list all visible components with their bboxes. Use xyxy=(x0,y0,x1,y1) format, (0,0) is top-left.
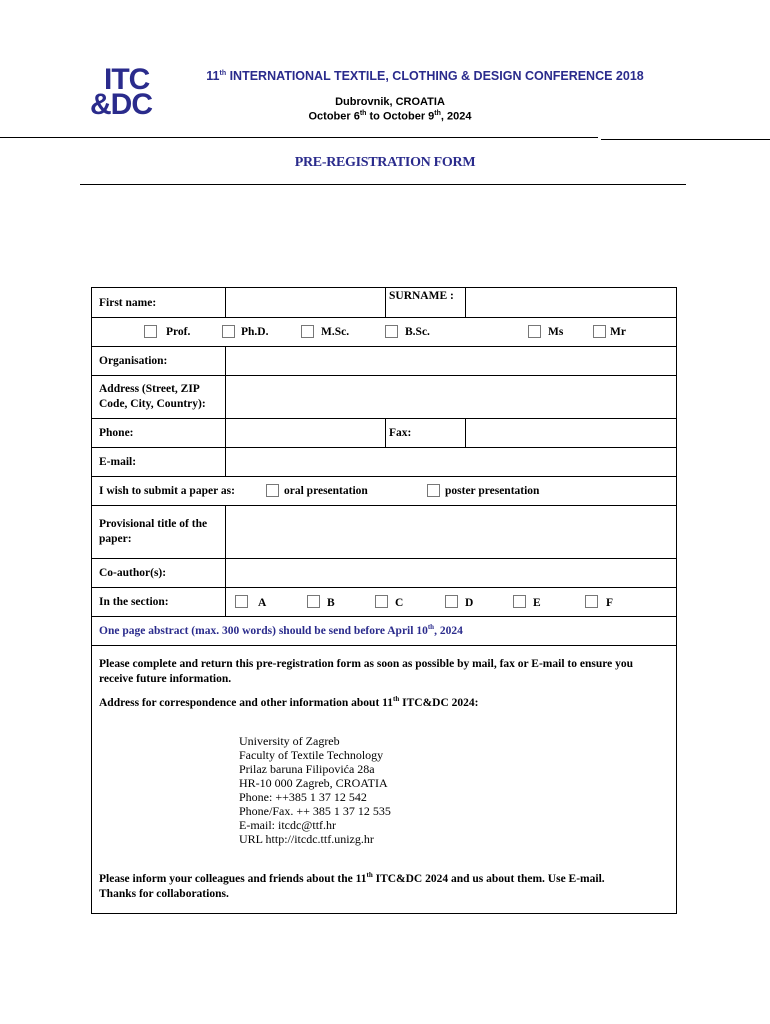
section-a-checkbox[interactable] xyxy=(235,595,248,608)
address-line: HR-10 000 Zagreb, CROATIA xyxy=(239,776,388,790)
correspondence-heading: Address for correspondence and other information about 11th ITC&DC 2024: xyxy=(99,695,479,709)
organisation-field[interactable] xyxy=(226,347,677,375)
section-f-checkbox[interactable] xyxy=(585,595,598,608)
organisation-label: Organisation: xyxy=(99,355,168,367)
section-c-label: C xyxy=(395,597,404,609)
correspondence-address xyxy=(239,734,391,846)
bsc-checkbox[interactable] xyxy=(385,325,398,338)
surname-field[interactable] xyxy=(466,288,677,317)
section-b-label: B xyxy=(327,597,335,609)
first-name-field[interactable] xyxy=(226,288,385,317)
inform-text: Please inform your colleagues and friends about the 11th ITC&DC 2024 and us about them. Use E-mail. xyxy=(99,871,605,885)
conference-city: Dubrovnik, CROATIA xyxy=(335,96,445,108)
form-title: PRE-REGISTRATION FORM xyxy=(294,155,476,170)
address-url-link[interactable]: URL http://itcdc.ttf.unizg.hr xyxy=(239,832,374,846)
surname-label: SURNAME : xyxy=(389,290,454,302)
header-divider xyxy=(0,137,598,138)
prof-checkbox[interactable] xyxy=(144,325,157,338)
paper-title-field[interactable] xyxy=(226,506,677,558)
address-line: Faculty of Textile Technology xyxy=(239,748,384,762)
registration-form xyxy=(91,287,677,914)
conference-dates: October 6th to October 9th, 2024 xyxy=(308,110,472,123)
conference-title: 11th INTERNATIONAL TEXTILE, CLOTHING & DESIGN CONFERENCE 2018 xyxy=(206,69,644,83)
section-e-label: E xyxy=(533,597,541,609)
address-line: Prilaz baruna Filipovića 28a xyxy=(239,762,375,776)
phone-field[interactable] xyxy=(226,419,385,447)
header-divider-right xyxy=(601,139,770,140)
coauthors-field[interactable] xyxy=(226,559,677,587)
section-a-label: A xyxy=(258,597,267,609)
conference-logo xyxy=(90,63,162,121)
section-f-label: F xyxy=(606,597,614,609)
poster-label: poster presentation xyxy=(445,485,540,497)
logo-line2: &DC xyxy=(90,88,152,121)
mr-checkbox[interactable] xyxy=(593,325,606,338)
paper-title-label: Provisional title of the paper: xyxy=(99,518,208,545)
msc-label: M.Sc. xyxy=(321,326,350,338)
abstract-note: One page abstract (max. 300 words) should be send before April 10th, 2024 xyxy=(99,623,463,637)
oral-label: oral presentation xyxy=(284,485,368,497)
address-fax: Phone/Fax. ++ 385 1 37 12 535 xyxy=(239,804,391,818)
phd-label: Ph.D. xyxy=(241,326,269,338)
oral-checkbox[interactable] xyxy=(266,484,279,497)
msc-checkbox[interactable] xyxy=(301,325,314,338)
section-d-label: D xyxy=(465,597,474,609)
phd-checkbox[interactable] xyxy=(222,325,235,338)
fax-label: Fax: xyxy=(389,427,412,439)
email-label: E-mail: xyxy=(99,456,137,468)
title-divider xyxy=(80,184,686,185)
bsc-label: B.Sc. xyxy=(405,326,430,338)
address-line: University of Zagreb xyxy=(239,734,340,748)
address-field[interactable] xyxy=(226,376,677,418)
first-name-label: First name: xyxy=(99,297,157,309)
phone-label: Phone: xyxy=(99,427,134,439)
section-b-checkbox[interactable] xyxy=(307,595,320,608)
coauthors-label: Co-author(s): xyxy=(99,567,167,579)
submit-label: I wish to submit a paper as: xyxy=(99,485,235,497)
mr-label: Mr xyxy=(610,326,626,338)
address-email-link[interactable]: E-mail: itcdc@ttf.hr xyxy=(239,818,337,832)
prof-label: Prof. xyxy=(166,326,191,338)
instructions-text: Please complete and return this pre-registration form as soon as possible by mail, fax or E-mail to ensure you receive future information. xyxy=(99,658,633,685)
section-d-checkbox[interactable] xyxy=(445,595,458,608)
email-field[interactable] xyxy=(226,448,677,476)
address-label: Address (Street, ZIP Code, City, Country): xyxy=(99,383,206,410)
section-e-checkbox[interactable] xyxy=(513,595,526,608)
fax-field[interactable] xyxy=(466,419,677,447)
address-phone: Phone: ++385 1 37 12 542 xyxy=(239,790,367,804)
poster-checkbox[interactable] xyxy=(427,484,440,497)
section-label: In the section: xyxy=(99,596,169,608)
logo-line1: ITC xyxy=(104,63,150,96)
thanks-text: Thanks for collaborations. xyxy=(99,888,229,900)
section-c-checkbox[interactable] xyxy=(375,595,388,608)
ms-checkbox[interactable] xyxy=(528,325,541,338)
ms-label: Ms xyxy=(548,326,564,338)
